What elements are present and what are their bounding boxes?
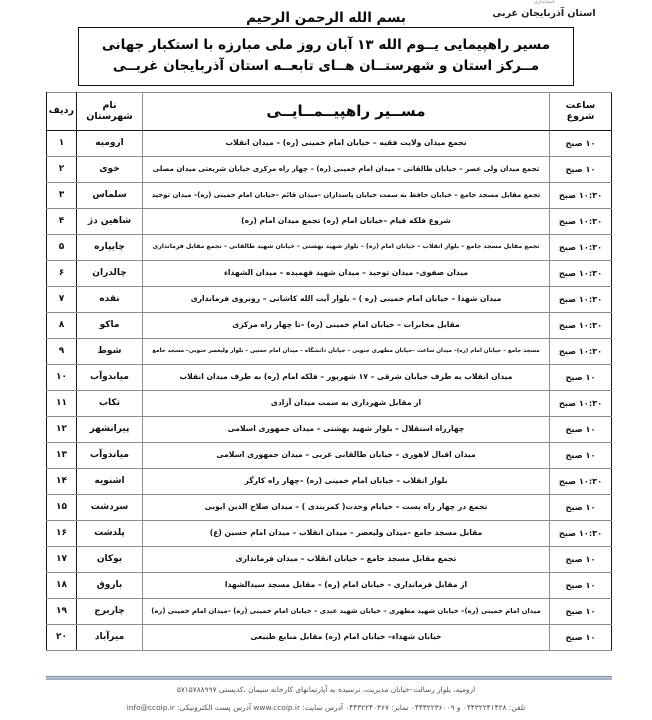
cell-start-time: ۱۰:۳۰ صبح xyxy=(550,286,612,312)
cell-rank: ۱۲ xyxy=(47,416,77,442)
website-url[interactable]: www.ccoip.ir xyxy=(253,703,301,713)
phone-label: تلفن: xyxy=(508,703,526,713)
city-label-line1: نام xyxy=(102,99,117,111)
routes-table-head xyxy=(47,93,612,131)
cell-city-name: سردشت xyxy=(77,494,143,520)
cell-route: مقابل مخابرات – خیابان امام خمینی (ره) –تا چهار راه مرکزی xyxy=(143,312,550,338)
cell-start-time: ۱۰ صبح xyxy=(550,416,612,442)
cell-rank: ۴ xyxy=(47,208,77,234)
table-row xyxy=(47,624,612,650)
phone-number-1: ۰۴۴۳۲۲۴۱۴۲۸ xyxy=(462,703,507,713)
cell-start-time: ۱۰:۳۰ صبح xyxy=(550,338,612,364)
cell-route: از مقابل شهرداری به سمت میدان آزادی xyxy=(143,390,550,416)
cell-city-name: تکاب xyxy=(77,390,143,416)
table-row xyxy=(47,234,612,260)
cell-rank: ۱۱ xyxy=(47,390,77,416)
cell-start-time: ۱۰:۳۰ صبح xyxy=(550,260,612,286)
cell-rank: ۷ xyxy=(47,286,77,312)
cell-route: میدان انقلاب به طرف خیابان شرقی – ۱۷ شهریور – فلکه امام (ره) به طرف میدان انقلاب xyxy=(143,364,550,390)
cell-start-time: ۱۰:۳۰ صبح xyxy=(550,390,612,416)
cell-city-name: پلدشت xyxy=(77,520,143,546)
letterhead-logo: استانداری xyxy=(533,0,555,5)
cell-start-time: ۱۰:۳۰ صبح xyxy=(550,468,612,494)
cell-city-name: باروق xyxy=(77,572,143,598)
column-header-route xyxy=(143,93,550,131)
table-row xyxy=(47,208,612,234)
cell-rank: ۱۷ xyxy=(47,546,77,572)
routes-table xyxy=(46,92,612,651)
table-row xyxy=(47,182,612,208)
cell-route: میدان اقبال لاهوری – خیابان طالقانی غربی – میدان جمهوری اسلامی xyxy=(143,442,550,468)
cell-city-name: شاهین دژ xyxy=(77,208,143,234)
cell-route: تجمع مقابل مسجد جامع – خیابان انقلاب – میدان فرمانداری xyxy=(143,546,550,572)
fax-label: نمابر: xyxy=(391,703,409,713)
title-box xyxy=(78,27,574,86)
table-row xyxy=(47,494,612,520)
cell-rank: ۱۳ xyxy=(47,442,77,468)
cell-start-time: ۱۰ صبح xyxy=(550,442,612,468)
title-line-1: مسیر راهپیمایی یــوم الله ۱۳ آبان روز ملی مبارزه با استکبار جهانی xyxy=(101,37,551,53)
cell-rank: ۵ xyxy=(47,234,77,260)
table-header-row xyxy=(47,93,612,131)
cell-route: چهارراه استقلال – بلوار شهید بهشتی – میدان جمهوری اسلامی xyxy=(143,416,550,442)
cell-route: میدان امام خمینی (ره)– خیابان شهید مطهری – خیابان شهید عبدی – خیابان امام خمینی (ره) –میدان امام خمینی (ره) xyxy=(143,598,550,624)
email-address[interactable]: info@ccoip.ir xyxy=(126,703,175,713)
table-row xyxy=(47,260,612,286)
footer-contact xyxy=(0,702,652,714)
phone-conjunction: و xyxy=(456,703,461,713)
column-header-start-time xyxy=(550,93,612,131)
routes-table-body xyxy=(47,130,612,650)
fax-number: ۰۴۴۳۲۲۴۰۳۶۷ xyxy=(345,703,389,713)
table-row xyxy=(47,572,612,598)
cell-route: میدان شهدا – خیابان امام خمینی (ره ) – بلوار آیت الله کاشانی – روبروی فرمانداری xyxy=(143,286,550,312)
cell-city-name: ارومیه xyxy=(77,130,143,156)
table-row xyxy=(47,390,612,416)
website-label: آدرس سایت: xyxy=(302,703,343,713)
cell-rank: ۲۰ xyxy=(47,624,77,650)
cell-start-time: ۱۰:۳۰ صبح xyxy=(550,234,612,260)
table-row xyxy=(47,338,612,364)
cell-start-time: ۱۰ صبح xyxy=(550,364,612,390)
cell-route: تجمع میدان ولی عصر – خیابان طالقانی – میدان امام خمینی (ره) – چهار راه مرکزی خیابان شریعتی میدان مصلی xyxy=(143,156,550,182)
cell-rank: ۲ xyxy=(47,156,77,182)
cell-city-name: چاربرج xyxy=(77,598,143,624)
cell-route: شروع فلکه قیام –خیابان امام (ره) تجمع میدان امام (ره) xyxy=(143,208,550,234)
cell-city-name: خوی xyxy=(77,156,143,182)
cell-start-time: ۱۰ صبح xyxy=(550,572,612,598)
cell-start-time: ۱۰:۳۰ صبح xyxy=(550,208,612,234)
cell-city-name: میاندوآب xyxy=(77,442,143,468)
cell-start-time: ۱۰:۳۰ صبح xyxy=(550,182,612,208)
table-row xyxy=(47,598,612,624)
cell-start-time: ۱۰ صبح xyxy=(550,156,612,182)
rank-label: ردیف xyxy=(48,105,74,117)
table-row xyxy=(47,546,612,572)
cell-city-name: بوکان xyxy=(77,546,143,572)
table-row xyxy=(47,442,612,468)
cell-route: از مقابل فرمانداری – خیابان امام (ره) – مقابل مسجد سیدالشهدا xyxy=(143,572,550,598)
cell-rank: ۱۴ xyxy=(47,468,77,494)
cell-start-time: ۱۰ صبح xyxy=(550,546,612,572)
cell-route: بلوار انقلاب – خیابان امام خمینی (ره) –چهار راه کارگر xyxy=(143,468,550,494)
routes-table-wrapper xyxy=(46,92,612,651)
cell-route: خیابان شهداء– خیابان امام (ره) مقابل منابع طبیعی xyxy=(143,624,550,650)
cell-rank: ۶ xyxy=(47,260,77,286)
table-row xyxy=(47,156,612,182)
start-time-label-line2: شروع xyxy=(566,111,595,123)
table-row xyxy=(47,286,612,312)
cell-rank: ۱۹ xyxy=(47,598,77,624)
table-row xyxy=(47,130,612,156)
route-label: مســیر راهپیــمــایــی xyxy=(266,102,426,120)
cell-rank: ۱۸ xyxy=(47,572,77,598)
cell-route: مقابل مسجد جامع –میدان ولیعصر – میدان انقلاب – میدان امام حسین (ع) xyxy=(143,520,550,546)
table-row xyxy=(47,416,612,442)
cell-city-name: میاندوآب xyxy=(77,364,143,390)
cell-rank: ۳ xyxy=(47,182,77,208)
table-row xyxy=(47,312,612,338)
table-row xyxy=(47,520,612,546)
start-time-label-line1: ساعت xyxy=(565,99,596,111)
cell-route: میدان صفوی– میدان توحید – میدان شهید فهمیده – میدان الشهداء xyxy=(143,260,550,286)
column-header-rank xyxy=(47,93,77,131)
footer-divider xyxy=(46,676,612,680)
cell-city-name: ماکو xyxy=(77,312,143,338)
cell-start-time: ۱۰ صبح xyxy=(550,598,612,624)
city-label-line2: شهرستان xyxy=(86,111,133,123)
cell-rank: ۱۰ xyxy=(47,364,77,390)
cell-route: مسجد جامع – خیابان امام (ره)– میدان ساعت –خیابان مطهری جنوبی – خیابان دانشگاه – میدان امام حسین – بلوار ولیعصر جنوبی– مسجد جامع xyxy=(143,338,550,364)
cell-city-name: چالدران xyxy=(77,260,143,286)
cell-start-time: ۱۰ صبح xyxy=(550,130,612,156)
email-label: آدرس پست الکترونیکی: xyxy=(177,703,252,713)
basmala-text: بسم الله الرحمن الرحیم xyxy=(246,10,406,26)
cell-rank: ۸ xyxy=(47,312,77,338)
cell-start-time: ۱۰:۳۰ صبح xyxy=(550,312,612,338)
cell-city-name: چایپاره xyxy=(77,234,143,260)
column-header-city xyxy=(77,93,143,131)
cell-city-name: سلماس xyxy=(77,182,143,208)
letterhead-organization: استان آذربایجان غربی xyxy=(492,8,596,19)
cell-route: تجمع مقابل مسجد جامع – بلوار انقلاب – خیابان امام (ره) – بلوار شهید بهشتی – خیابان شهید طالقانی – تجمع مقابل فرمانداری xyxy=(143,234,550,260)
cell-start-time: ۱۰:۳۰ صبح xyxy=(550,520,612,546)
cell-rank: ۱ xyxy=(47,130,77,156)
cell-rank: ۱۵ xyxy=(47,494,77,520)
title-line-2: مــرکز استان و شهرستــان هــای تابعــه استان آذربایجان غربــی xyxy=(112,57,540,74)
cell-start-time: ۱۰ صبح xyxy=(550,624,612,650)
cell-rank: ۱۶ xyxy=(47,520,77,546)
cell-city-name: میرآباد xyxy=(77,624,143,650)
table-row xyxy=(47,468,612,494)
cell-rank: ۹ xyxy=(47,338,77,364)
phone-number-2: ۰۴۴۳۲۲۳۶۰۰۹ xyxy=(410,703,455,713)
cell-city-name: پیرانشهر xyxy=(77,416,143,442)
cell-city-name: اشنویه xyxy=(77,468,143,494)
cell-route: تجمع مقابل مسجد جامع – خیابان حافظ به سمت خیابان پاسداران –میدان قائم –خیابان امام خمینی (ره)– میدان توحید xyxy=(143,182,550,208)
table-row xyxy=(47,364,612,390)
cell-city-name: نقده xyxy=(77,286,143,312)
cell-route: تجمع میدان ولایت فقیه – خیابان امام خمینی (ره) – میدان انقلاب xyxy=(143,130,550,156)
cell-route: تجمع در چهار راه پست – خیابام وحدت( کمربندی ) – میدان صلاح الدین ایوبی xyxy=(143,494,550,520)
cell-city-name: شوط xyxy=(77,338,143,364)
footer-address: ارومیه، بلوار رسالت–خیابان مدیریت، نرسیده به آپارتمانهای کارخانه سیمان ،کدپستی ۵۷۱۵۷۸۸۹۹۷ xyxy=(176,685,476,695)
footer xyxy=(0,684,652,714)
cell-start-time: ۱۰ صبح xyxy=(550,494,612,520)
